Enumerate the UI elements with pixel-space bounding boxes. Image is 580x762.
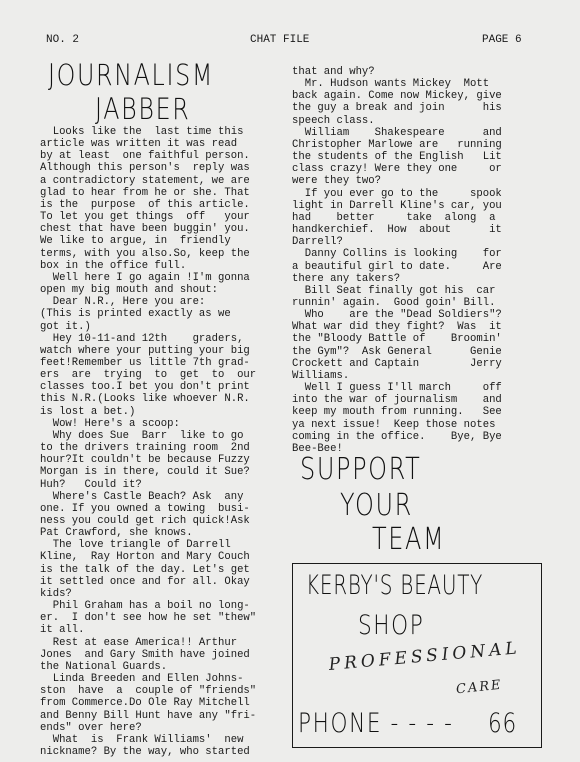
headline-line-1: JOURNALISM	[48, 58, 214, 92]
paper-name: CHAT FILE	[250, 34, 310, 46]
page-header	[0, 34, 580, 50]
support-line-3: TEAM	[372, 522, 446, 557]
issue-number: NO. 2	[46, 34, 80, 46]
ad-phone-number: 66	[488, 708, 518, 739]
support-line-1: SUPPORT	[300, 452, 422, 487]
ad-phone-label: PHONE - - - -	[298, 708, 454, 739]
article-column-right: that and why? Mr. Hudson wants Mickey Mott back again. Come now Mickey, give the guy a break and join his speech class. William Shakespeare and Christopher Marlowe are running the students of the English Lit class crazy! Were they one or were they two? If you ever go to the spook light in Darrell Kline's car, you had better take along a handkerchief. How about it Darrell? Danny Collins is looking for a beautiful girl to date. Are there any takers? Bill Seat finally got his car runnin' again. Good goin' Bill. Who are the "Dead Soldiers"? What war did they fight? Was it the "Bloody Battle of Broomin' the Gym"? Ask General Genie Crockett and Captain Jerry Williams. Well I guess I'll march off into the war of journalism and keep my mouth from running. See ya next issue! Keep those notes coming in the office. Bye, Bye Bee-Bee!	[292, 66, 502, 455]
headline-line-2: JABBER	[95, 92, 191, 126]
ad-shop-label: SHOP	[358, 610, 425, 641]
article-column-left: Looks like the last time this article was written it was read by at least one faithful person. Although this person's reply was a contradictory statement, we are glad to hear from he or she. That is the purpose of this article. To let you get things off your chest that have been buggin' you. We like to argue, in friendly terms, with you also.So, keep the box in the office full. Well here I go again !I'm gonna open my big mouth and shout: Dear N.R., Here you are: (This is printed exactly as we got it.) Hey 10-11-and 12th graders, watch where your putting your big feet!Remember us little 7th grad- ers are trying to get to our classes too.I bet you don't print this N.R.(Looks like whoever N.R. is lost a bet.) Wow! Here's a scoop: Why does Sue Barr like to go to the drivers training room 2nd hour?It couldn't be because Fuzzy Morgan is in there, could it Sue? Huh? Could it? Where's Castle Beach? Ask any one. If you owned a towing busi- ness you could get rich quick!Ask Pat Crawford, she knows. The love triangle of Darrell Kline, Ray Horton and Mary Couch is the talk of the day. Let's get it settled once and for all. Okay kids? Phil Graham has a boil no long- er. I don't see how he set "thew" it all. Rest at ease America!! Arthur Jones and Gary Smith have joined the National Guards. Linda Breeden and Ellen Johns- ston have a couple of "friends" from Commerce.Do Ole Ray Mitchell and Benny Bill Hunt have any "fri- ends" over here? What is Frank Williams' new nickname? By the way, who started	[40, 126, 257, 758]
ad-tagline-2: CARE	[455, 677, 504, 698]
support-line-2: YOUR	[340, 488, 413, 523]
ad-business-name: KERBY'S BEAUTY	[306, 570, 484, 601]
page-number: PAGE 6	[482, 34, 522, 46]
ad-tagline: PROFESSIONAL	[328, 638, 522, 675]
